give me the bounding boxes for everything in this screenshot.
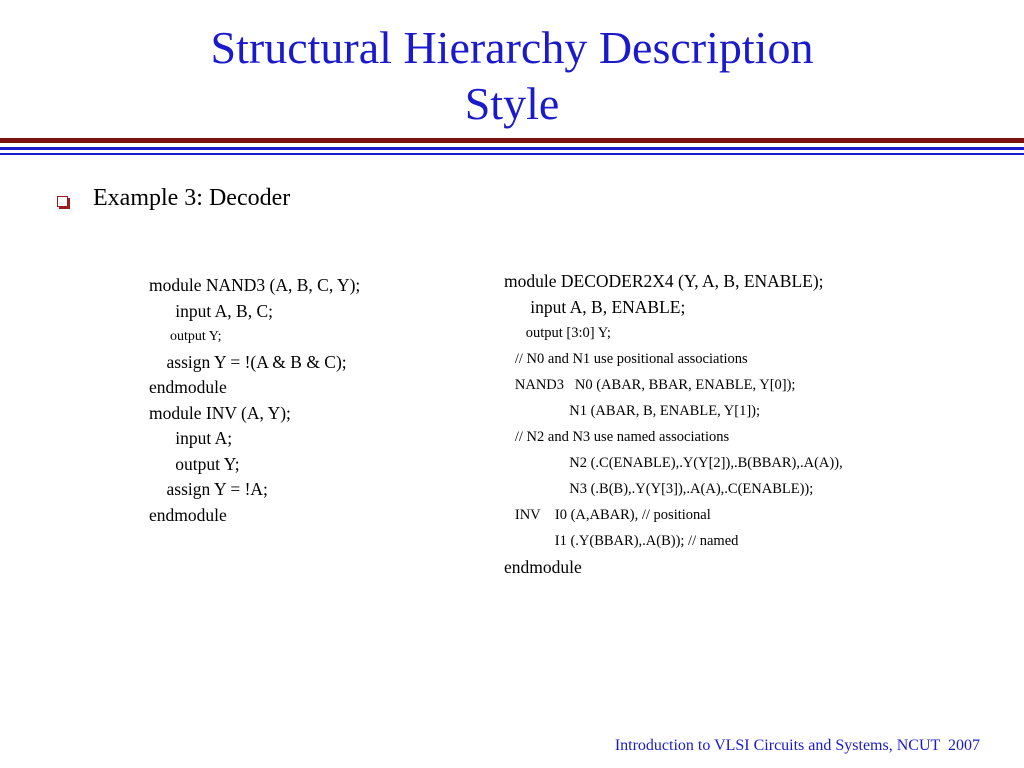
code-line: INV I0 (A,ABAR), // positional	[504, 507, 711, 523]
code-line: assign Y = !A;	[149, 479, 268, 499]
bullet-text: Example 3: Decoder	[93, 185, 291, 211]
code-line: N3 (.B(B),.Y(Y[3]),.A(A),.C(ENABLE));	[504, 481, 814, 497]
nand3-inv-module-code	[149, 273, 360, 528]
code-line: output [3:0] Y;	[504, 325, 611, 341]
title-divider-blue	[0, 147, 1024, 150]
title-divider-blue-thin	[0, 153, 1024, 155]
code-line: endmodule	[149, 504, 227, 525]
code-line: input A, B, ENABLE;	[504, 297, 686, 317]
code-line: endmodule	[504, 557, 582, 577]
slide-title-line-1: Structural Hierarchy Description	[210, 22, 814, 73]
decoder2x4-module-code	[504, 268, 843, 580]
slide-footer: Introduction to VLSI Circuits and Systems, NCUT 2007	[614, 737, 980, 754]
code-line: module DECODER2X4 (Y, A, B, ENABLE);	[504, 271, 824, 291]
code-line: I1 (.Y(BBAR),.A(B)); // named	[504, 533, 739, 549]
code-line: output Y;	[149, 453, 240, 474]
slide-title-line-2: Style	[464, 78, 560, 129]
code-line: assign Y = !(A & B & C);	[149, 351, 347, 372]
code-line: N2 (.C(ENABLE),.Y(Y[2]),.B(BBAR),.A(A)),	[504, 455, 843, 471]
code-line: NAND3 N0 (ABAR, BBAR, ENABLE, Y[0]);	[504, 377, 796, 393]
title-divider-dark	[0, 138, 1024, 143]
code-comment: // N2 and N3 use named associations	[504, 429, 730, 445]
code-line: module INV (A, Y);	[149, 402, 291, 423]
code-line: module NAND3 (A, B, C, Y);	[149, 275, 361, 295]
square-bullet-icon	[57, 196, 68, 207]
code-line: input A;	[149, 428, 233, 448]
code-comment: // N0 and N1 use positional associations	[504, 351, 748, 367]
code-line: N1 (ABAR, B, ENABLE, Y[1]);	[504, 403, 761, 419]
code-line: endmodule	[149, 377, 227, 397]
code-line: input A, B, C;	[149, 300, 273, 321]
code-line: output Y;	[149, 329, 222, 344]
slide-title	[0, 20, 1024, 132]
